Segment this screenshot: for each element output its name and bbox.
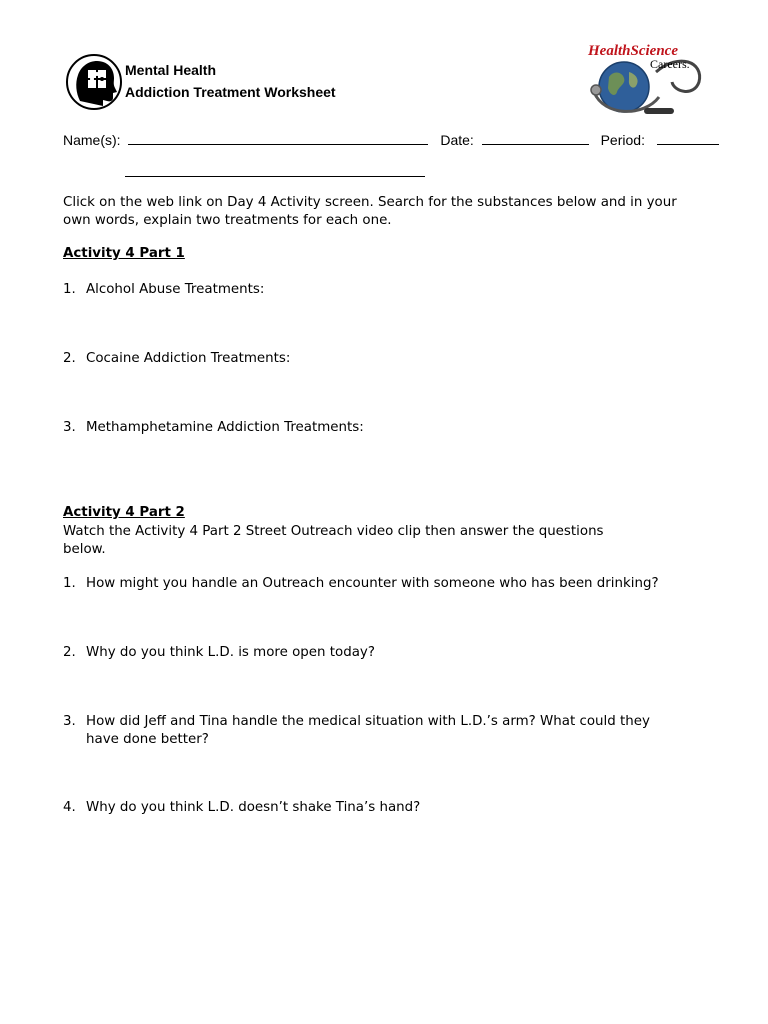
name-label: Name(s): xyxy=(63,132,121,148)
part2-intro: Watch the Activity 4 Part 2 Street Outreach video clip then answer the questions below. xyxy=(63,524,604,557)
head-puzzle-icon xyxy=(66,53,122,111)
part2-question-2 xyxy=(63,644,723,662)
question-number: 1. xyxy=(63,576,76,591)
part1-question-1 xyxy=(63,281,723,299)
question-text: How did Jeff and Tina handle the medical situation with L.D.’s arm? What could they have done better? xyxy=(86,714,650,747)
date-blank[interactable] xyxy=(482,130,589,145)
name-date-period-row xyxy=(63,130,719,148)
question-text: Cocaine Addiction Treatments: xyxy=(86,351,291,366)
question-text: Why do you think L.D. doesn’t shake Tina’s hand? xyxy=(86,800,421,815)
name-blank[interactable] xyxy=(128,130,428,145)
name-blank-second-line[interactable] xyxy=(125,176,425,177)
health-science-careers-logo xyxy=(584,42,706,120)
part1-question-3 xyxy=(63,419,723,437)
part2-question-1 xyxy=(63,575,723,593)
page-title-line-2: Addiction Treatment Worksheet xyxy=(125,84,336,100)
part1-question-2 xyxy=(63,350,723,368)
question-number: 2. xyxy=(63,645,76,660)
part1-heading: Activity 4 Part 1 xyxy=(63,246,185,261)
question-number: 2. xyxy=(63,351,76,366)
question-number: 3. xyxy=(63,714,76,729)
question-text: How might you handle an Outreach encounter with someone who has been drinking? xyxy=(86,576,659,591)
date-label: Date: xyxy=(440,132,474,148)
instructions: Click on the web link on Day 4 Activity screen. Search for the substances below and in your own words, explain two treatments for each one. xyxy=(63,195,677,228)
question-number: 3. xyxy=(63,420,76,435)
page-title-line-1: Mental Health xyxy=(125,62,217,78)
question-number: 4. xyxy=(63,800,76,815)
question-text: Alcohol Abuse Treatments: xyxy=(86,282,265,297)
logo-text: HealthScience xyxy=(588,43,678,59)
question-text: Methamphetamine Addiction Treatments: xyxy=(86,420,364,435)
part2-question-4 xyxy=(63,799,723,817)
question-text: Why do you think L.D. is more open today? xyxy=(86,645,375,660)
question-number: 1. xyxy=(63,282,76,297)
period-blank[interactable] xyxy=(657,130,719,145)
part2-heading: Activity 4 Part 2 xyxy=(63,505,185,520)
part2-question-3 xyxy=(63,713,723,749)
logo-subtext: Careers. xyxy=(650,57,690,71)
period-label: Period: xyxy=(600,132,645,148)
